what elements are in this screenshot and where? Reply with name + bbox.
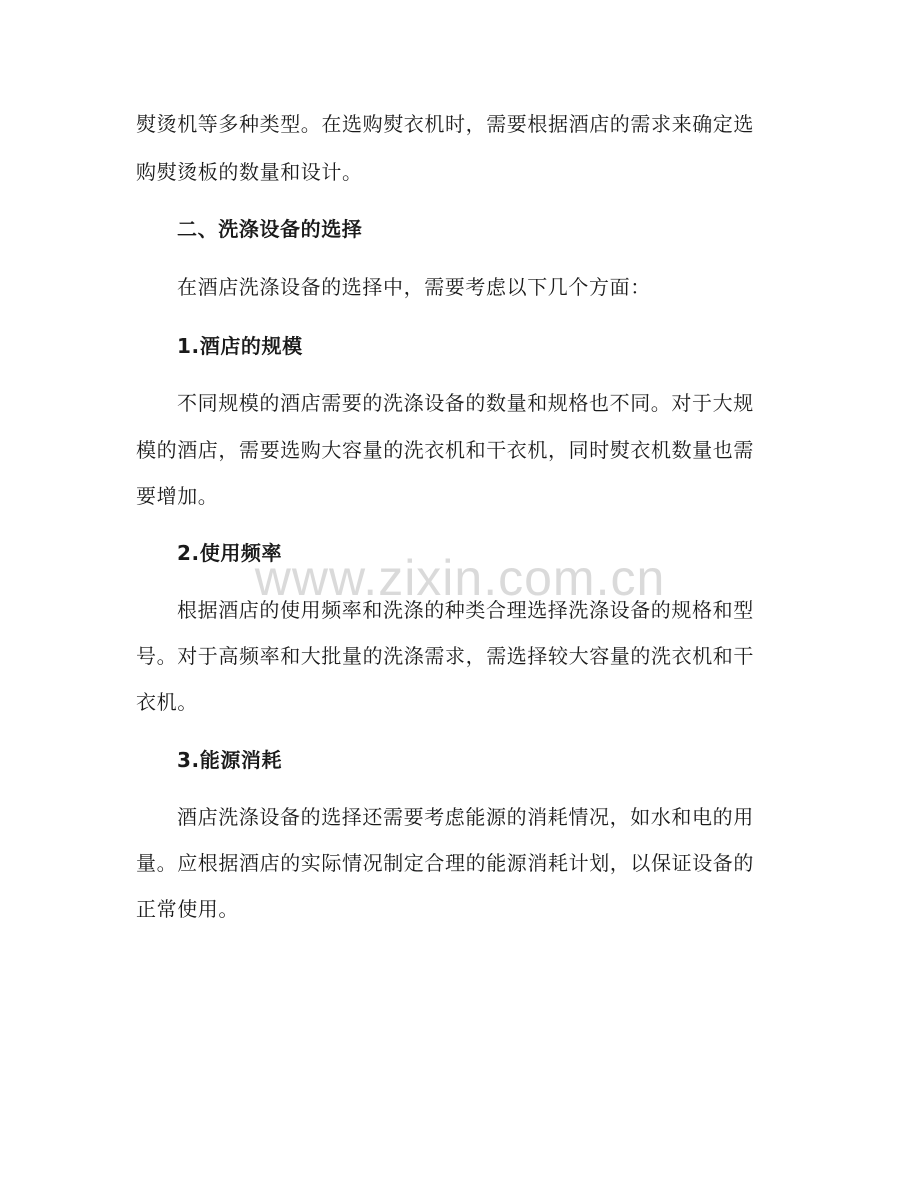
paragraph-line: 衣机。 [136, 690, 198, 714]
paragraph-line: 根据酒店的使用频率和洗涤的种类合理选择洗涤设备的规格和型 [177, 598, 754, 622]
watermark: www.zixin.com.cn [254, 550, 666, 606]
section-intro: 在酒店洗涤设备的选择中，需要考虑以下几个方面： [177, 275, 651, 299]
item-title-energy: 3.能源消耗 [177, 748, 283, 772]
section-title: 二、洗涤设备的选择 [177, 217, 363, 241]
item-title-scale: 1.酒店的规模 [177, 334, 303, 358]
paragraph-line: 模的酒店，需要选购大容量的洗衣机和干衣机，同时熨衣机数量也需 [136, 438, 754, 462]
paragraph-line: 正常使用。 [136, 897, 239, 921]
paragraph-line: 要增加。 [136, 484, 219, 508]
item-title-frequency: 2.使用频率 [177, 541, 283, 565]
intro-line: 购熨烫板的数量和设计。 [136, 160, 363, 184]
paragraph-line: 量。应根据酒店的实际情况制定合理的能源消耗计划，以保证设备的 [136, 851, 754, 875]
paragraph-line: 不同规模的酒店需要的洗涤设备的数量和规格也不同。对于大规 [177, 391, 754, 415]
intro-line: 熨烫机等多种类型。在选购熨衣机时，需要根据酒店的需求来确定选 [136, 112, 754, 136]
paragraph-line: 号。对于高频率和大批量的洗涤需求，需选择较大容量的洗衣机和干 [136, 644, 754, 668]
paragraph-line: 酒店洗涤设备的选择还需要考虑能源的消耗情况，如水和电的用 [177, 805, 754, 829]
